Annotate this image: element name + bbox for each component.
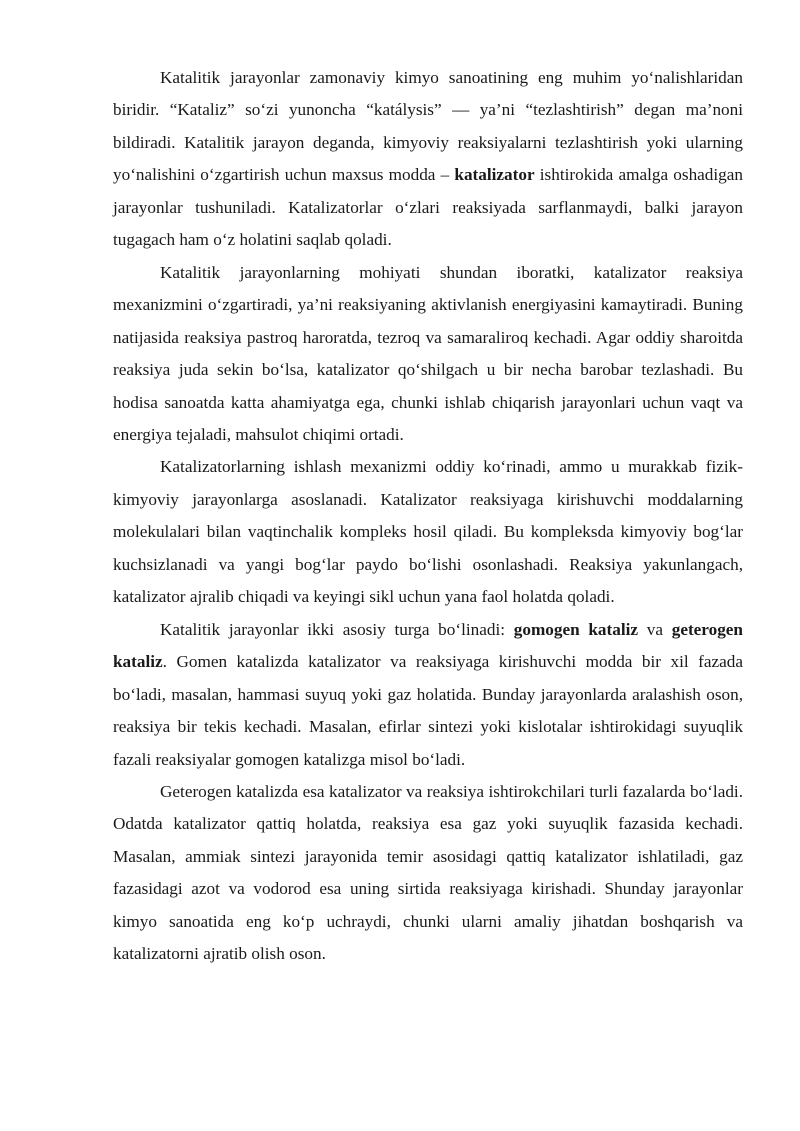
p4-term-gomogen-kataliz: gomogen kataliz — [513, 619, 639, 639]
p3-run-0: Katalizatorlarning ishlash mexanizmi oddiy ko‘rinadi, ammo u murakkab fizik-kimyoviy jarayonlarga asoslanadi. Katalizator reaksiyaga kirishuvchi moddalarning molekulalari bilan vaqtinchalik kompleks hosil qiladi. Bu kompleksda kimyoviy bog‘lar kuchsizlanadi va yangi bog‘lar paydo bo‘lishi osonlashadi. Reaksiya yakunlangach, katalizator ajralib chiqadi va keyingi sikl uchun yana faol holatda qoladi. — [113, 457, 743, 607]
paragraph-1 — [113, 62, 743, 257]
p2-run-0: Katalitik jarayonlarning mohiyati shundan iboratki, katalizator reaksiya mexanizmini o‘zgartiradi, ya’ni reaksiyaning aktivlanish energiyasini kamaytiradi. Buning natijasida reaksiya pastroq haroratda, tezroq va samaraliroq kechadi. Agar oddiy sharoitda reaksiya juda sekin bo‘lsa, katalizator qo‘shilgach u bir necha barobar tezlashadi. Bu hodisa sanoatda katta ahamiyatga ega, chunki ishlab chiqarish jarayonlari uchun vaqt va energiya tejaladi, mahsulot chiqimi ortadi. — [113, 262, 743, 444]
paragraph-3 — [113, 451, 743, 613]
paragraph-2 — [113, 257, 743, 452]
p4-run-4: . Gomen katalizda katalizator va reaksiyaga kirishuvchi modda bir xil fazada bo‘ladi, masalan, hammasi suyuq yoki gaz holatida. Bunday jarayonlarda aralashish oson, reaksiya bir tekis kechadi. Masalan, efirlar sintezi yoki kislotalar ishtirokidagi suyuqlik fazali reaksiyalar gomogen katalizga misol bo‘ladi. — [113, 652, 743, 769]
p1-run-2: ishtirokida amalga oshadigan jarayonlar tushuniladi. Katalizatorlar o‘zlari reaksiyada sarflanmaydi, balki jarayon tugagach ham o‘z holatini saqlab qoladi. — [113, 165, 743, 250]
paragraph-5 — [113, 776, 743, 971]
p4-run-0: Katalitik jarayonlar ikki asosiy turga bo‘linadi: — [160, 619, 514, 639]
p5-run-0: Geterogen katalizda esa katalizator va reaksiya ishtirokchilari turli fazalarda bo‘ladi. Odatda katalizator qattiq holatda, reaksiya esa gaz yoki suyuqlik fazasida kechadi. Masalan, ammiak sintezi jarayonida temir asosidagi qattiq katalizator ishlatiladi, gaz fazasidagi azot va vodorod esa uning sirtida reaksiyaga kirishadi. Shunday jarayonlar kimyo sanoatida eng ko‘p uchraydi, chunki ularni amaliy jihatdan boshqarish va katalizatorni ajratib olish oson. — [113, 781, 743, 964]
paragraph-4 — [113, 614, 743, 776]
p4-term-geterogen-kataliz: geterogen kataliz — [113, 619, 743, 672]
p4-run-2: va — [638, 619, 672, 639]
p1-run-0: Katalitik jarayonlar zamonaviy kimyo sanoatining eng muhim yo‘nalishlaridan biridir. “Kataliz” so‘zi yunoncha “katálysis” — ya’ni “tezlashtirish” degan ma’noni bildiradi. Katalitik jarayon deganda, kimyoviy reaksiyalarni tezlashtirish yoki ularning yo‘nalishini o‘zgartirish uchun maxsus modda – — [113, 68, 743, 185]
p1-term-katalizator: katalizator — [454, 165, 535, 185]
document-page — [113, 62, 743, 971]
